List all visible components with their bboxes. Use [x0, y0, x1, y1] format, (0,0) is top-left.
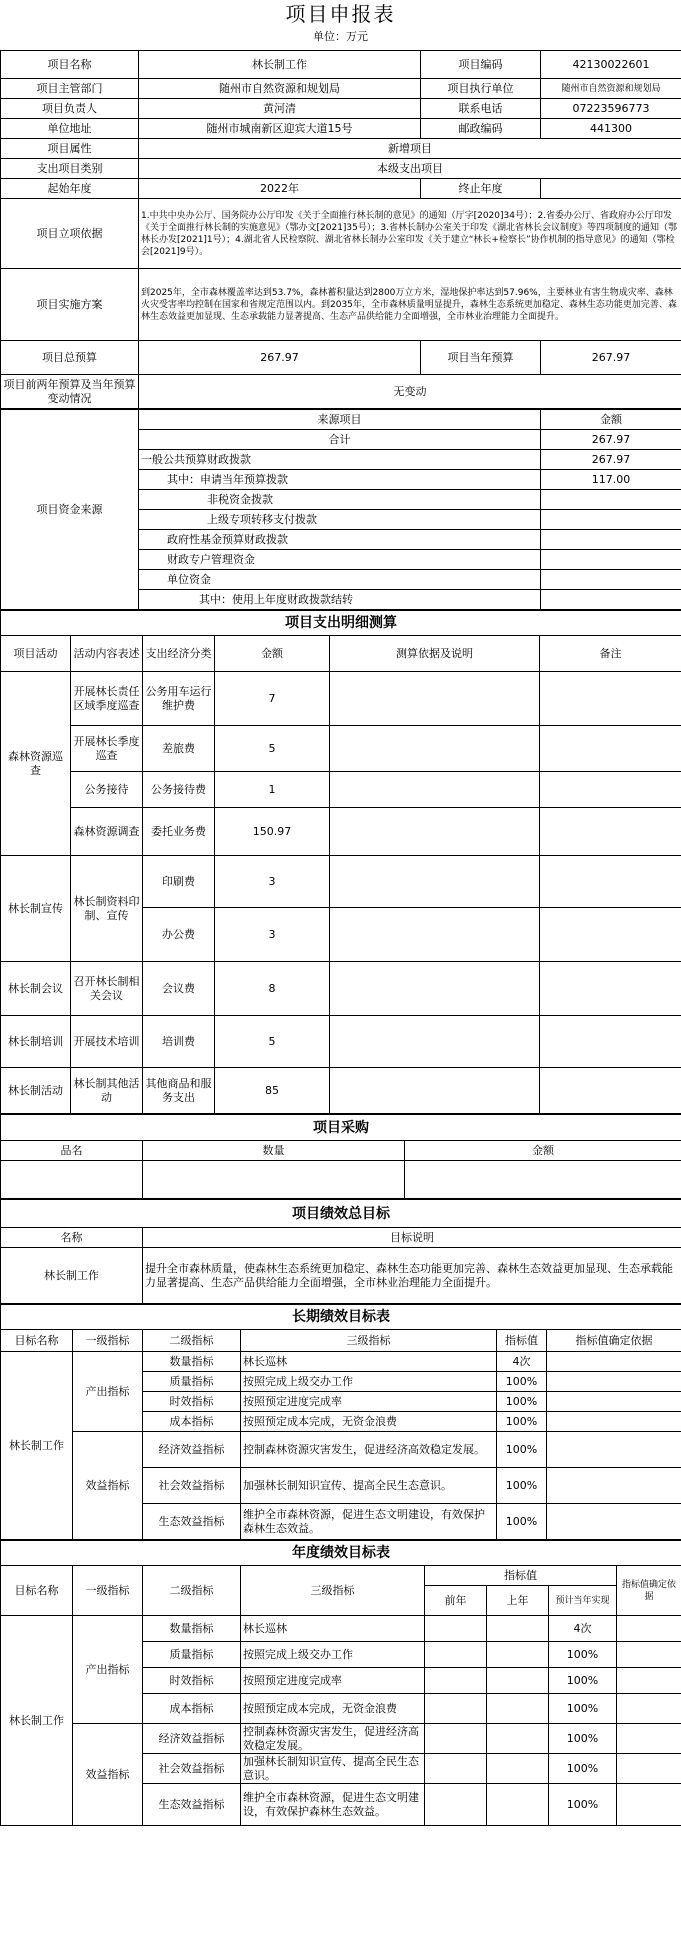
an-target: 林长制工作	[1, 1616, 73, 1826]
post-label: 邮政编码	[421, 119, 541, 139]
detail-title: 项目支出明细测算	[1, 611, 681, 636]
lt-header: 目标名称	[1, 1330, 73, 1352]
activity-cell: 林长制活动	[1, 1068, 71, 1114]
lt-level3: 加强林长制知识宣传、提高全民生态意识。	[241, 1468, 497, 1504]
an-level3: 林长巡林	[241, 1616, 425, 1642]
fund-row: 单位资金	[139, 570, 541, 590]
fund-source-table	[0, 409, 681, 610]
an-level2: 数量指标	[143, 1616, 241, 1642]
change-label: 项目前两年预算及当年预算变动情况	[1, 375, 139, 409]
lt-level3: 维护全市森林资源，促进生态文明建设，有效保护森林生态效益。	[241, 1504, 497, 1540]
exec-value: 随州市自然资源和规划局	[541, 79, 681, 99]
an-header: 一级指标	[73, 1566, 143, 1616]
amount-cell: 5	[215, 1016, 330, 1068]
an-level2: 生态效益指标	[143, 1784, 241, 1826]
an-level2: 时效指标	[143, 1668, 241, 1694]
category-cell: 其他商品和服务支出	[143, 1068, 215, 1114]
fund-amount	[541, 490, 681, 510]
content-cell: 公务接待	[71, 772, 143, 808]
category-cell: 差旅费	[143, 726, 215, 772]
leader-value: 黄河清	[139, 99, 421, 119]
category-cell: 公务接待费	[143, 772, 215, 808]
activity-cell: 林长制培训	[1, 1016, 71, 1068]
expense-detail-table	[0, 610, 681, 1114]
procure-header: 品名	[1, 1141, 143, 1161]
an-header: 目标名称	[1, 1566, 73, 1616]
lt-level3: 按照预定进度完成率	[241, 1392, 497, 1412]
change-value: 无变动	[139, 375, 681, 409]
an-value: 100%	[549, 1754, 617, 1784]
annual-goal-table	[0, 1540, 681, 1826]
fund-row: 其中：使用上年度财政拨款结转	[139, 590, 541, 610]
performance-goal-table	[0, 1199, 681, 1304]
an-level2: 质量指标	[143, 1642, 241, 1668]
lt-header: 指标值	[497, 1330, 547, 1352]
lt-level2: 质量指标	[143, 1372, 241, 1392]
attr-label: 项目属性	[1, 139, 139, 159]
start-value: 2022年	[139, 179, 421, 199]
detail-header: 项目活动	[1, 636, 71, 672]
amount-cell: 5	[215, 726, 330, 772]
an-level2: 经济效益指标	[143, 1724, 241, 1754]
lt-level3: 按照完成上级交办工作	[241, 1372, 497, 1392]
project-code: 42130022601	[541, 51, 681, 79]
post-value: 441300	[541, 119, 681, 139]
content-cell: 森林资源调查	[71, 808, 143, 856]
exec-label: 项目执行单位	[421, 79, 541, 99]
lt-level2: 生态效益指标	[143, 1504, 241, 1540]
perf-title: 项目绩效总目标	[1, 1200, 681, 1228]
content-cell: 召开林长制相关会议	[71, 962, 143, 1016]
an-value: 100%	[549, 1668, 617, 1694]
an-value: 100%	[549, 1724, 617, 1754]
activity-cell: 林长制会议	[1, 962, 71, 1016]
fund-row: 财政专户管理资金	[139, 550, 541, 570]
lt-value: 100%	[497, 1468, 547, 1504]
category-cell: 会议费	[143, 962, 215, 1016]
lt-header: 二级指标	[143, 1330, 241, 1352]
attr-value: 新增项目	[139, 139, 681, 159]
detail-header: 备注	[540, 636, 681, 672]
code-label: 项目编码	[421, 51, 541, 79]
perf-name: 林长制工作	[1, 1248, 143, 1304]
amount-cell: 8	[215, 962, 330, 1016]
category-cell: 印刷费	[143, 856, 215, 908]
an-value: 100%	[549, 1784, 617, 1826]
fund-head-amt: 金额	[541, 410, 681, 430]
total-label: 项目总预算	[1, 341, 139, 375]
lt-value: 100%	[497, 1412, 547, 1432]
fund-row: 政府性基金预算财政拨款	[139, 530, 541, 550]
an-level3: 按照完成上级交办工作	[241, 1642, 425, 1668]
lt-target: 林长制工作	[1, 1352, 73, 1540]
lt-header: 三级指标	[241, 1330, 497, 1352]
annual-title: 年度绩效目标表	[1, 1541, 681, 1566]
an-level2: 社会效益指标	[143, 1754, 241, 1784]
fund-label: 项目资金来源	[1, 410, 139, 610]
an-level1: 产出指标	[73, 1616, 143, 1724]
an-level3: 加强林长制知识宣传、提高全民生态意识。	[241, 1754, 425, 1784]
lt-level1: 效益指标	[73, 1432, 143, 1540]
an-level3: 维护全市森林资源，促进生态文明建设，有效保护森林生态效益。	[241, 1784, 425, 1826]
content-cell: 林长制其他活动	[71, 1068, 143, 1114]
fund-amount: 267.97	[541, 450, 681, 470]
perf-header: 名称	[1, 1228, 143, 1248]
year-budget-label: 项目当年预算	[421, 341, 541, 375]
amount-cell: 85	[215, 1068, 330, 1114]
activity-cell: 森林资源巡查	[1, 672, 71, 856]
activity-cell: 林长制宣传	[1, 856, 71, 962]
fund-row: 合计	[139, 430, 541, 450]
amount-cell: 150.97	[215, 808, 330, 856]
procure-header: 数量	[143, 1141, 405, 1161]
total-value: 267.97	[139, 341, 421, 375]
an-header: 指标值	[425, 1566, 617, 1586]
detail-header: 支出经济分类	[143, 636, 215, 672]
end-value	[541, 179, 681, 199]
perf-header: 目标说明	[143, 1228, 681, 1248]
addr-label: 单位地址	[1, 119, 139, 139]
an-level3: 按照预定成本完成，无资金浪费	[241, 1694, 425, 1724]
start-label: 起始年度	[1, 179, 139, 199]
basis-text: 1.中共中央办公厅、国务院办公厅印发《关于全面推行林长制的意见》的通知（厅字[2020]34号）；2.省委办公厅、省政府办公厅印发《关于全面推行林长制的实施意见》（鄂办文[2021]35号）；3.省林长制办公室关于印发《湖北省林长会议制度》等四项制度的通知（鄂林长办发[2021]1号）；4.湖北省人民检察院、湖北省林长制办公室印发《关于建立“林长+检察长”协作机制的指导意见》的通知（鄂检会[2021]9号）。	[139, 199, 681, 269]
perf-desc: 提升全市森林质量，使森林生态系统更加稳定、森林生态功能更加完善、森林生态效益更加显现、生态承载能力显著提高、生态产品供给能力全面增强，全市林业治理能力全面提升。	[143, 1248, 681, 1304]
lt-level3: 按照预定成本完成，无资金浪费	[241, 1412, 497, 1432]
lt-header: 指标值确定依据	[547, 1330, 681, 1352]
long-term-goal-table	[0, 1304, 681, 1540]
lt-level3: 林长巡林	[241, 1352, 497, 1372]
type-label: 支出项目类别	[1, 159, 139, 179]
category-cell: 委托业务费	[143, 808, 215, 856]
end-label: 终止年度	[421, 179, 541, 199]
lt-level2: 社会效益指标	[143, 1468, 241, 1504]
an-subheader: 预计当年实现	[549, 1586, 617, 1616]
lt-value: 100%	[497, 1432, 547, 1468]
phone-value: 07223596773	[541, 99, 681, 119]
amount-cell: 3	[215, 856, 330, 908]
an-value: 4次	[549, 1616, 617, 1642]
content-cell: 林长制资料印制、宣传	[71, 856, 143, 962]
detail-header: 活动内容表述	[71, 636, 143, 672]
category-cell: 公务用车运行维护费	[143, 672, 215, 726]
lt-value: 4次	[497, 1352, 547, 1372]
fund-row: 其中：申请当年预算拨款	[139, 470, 541, 490]
lt-level2: 时效指标	[143, 1392, 241, 1412]
fund-amount: 117.00	[541, 470, 681, 490]
fund-amount	[541, 530, 681, 550]
phone-label: 联系电话	[421, 99, 541, 119]
an-value: 100%	[549, 1642, 617, 1668]
fund-amount: 267.97	[541, 430, 681, 450]
lt-value: 100%	[497, 1504, 547, 1540]
basis-label: 项目立项依据	[1, 199, 139, 269]
type-value: 本级支出项目	[139, 159, 681, 179]
fund-amount	[541, 570, 681, 590]
lt-level2: 数量指标	[143, 1352, 241, 1372]
name-label: 项目名称	[1, 51, 139, 79]
content-cell: 开展林长责任区域季度巡查	[71, 672, 143, 726]
dept-label: 项目主管部门	[1, 79, 139, 99]
fund-amount	[541, 590, 681, 610]
unit-label: 单位：万元	[313, 30, 368, 43]
category-cell: 办公费	[143, 908, 215, 962]
fund-row: 上级专项转移支付拨款	[139, 510, 541, 530]
long-term-title: 长期绩效目标表	[1, 1305, 681, 1330]
an-subheader: 前年	[425, 1586, 487, 1616]
an-subheader: 上年	[487, 1586, 549, 1616]
project-name: 林长制工作	[139, 51, 421, 79]
an-header: 三级指标	[241, 1566, 425, 1616]
amount-cell: 3	[215, 908, 330, 962]
an-level1: 效益指标	[73, 1724, 143, 1826]
an-level2: 成本指标	[143, 1694, 241, 1724]
content-cell: 开展林长季度巡查	[71, 726, 143, 772]
category-cell: 培训费	[143, 1016, 215, 1068]
lt-level1: 产出指标	[73, 1352, 143, 1432]
plan-text: 到2025年，全市森林覆盖率达到53.7%，森林蓄积量达到2800万立方米，湿地保护率达到57.96%，主要林业有害生物成灾率、森林火灾受害率均控制在国家和省规定范围以内。到2035年，全市森林质量明显提升，森林生态系统更加稳定、森林生态功能更加完善、森林生态效益更加显现、生态承载能力显著提高、生态产品供给能力全面增强，全市林业治理能力全面提升。	[139, 269, 681, 341]
an-value: 100%	[549, 1694, 617, 1724]
amount-cell: 7	[215, 672, 330, 726]
fund-amount	[541, 550, 681, 570]
lt-level3: 控制森林资源灾害发生，促进经济高效稳定发展。	[241, 1432, 497, 1468]
procure-header: 金额	[405, 1141, 681, 1161]
lt-level2: 经济效益指标	[143, 1432, 241, 1468]
fund-amount	[541, 510, 681, 530]
dept-value: 随州市自然资源和规划局	[139, 79, 421, 99]
procurement-table	[0, 1114, 681, 1199]
fund-head-src: 来源项目	[139, 410, 541, 430]
lt-header: 一级指标	[73, 1330, 143, 1352]
an-level3: 控制森林资源灾害发生，促进经济高效稳定发展。	[241, 1724, 425, 1754]
fund-row: 一般公共预算财政拨款	[139, 450, 541, 470]
an-header: 二级指标	[143, 1566, 241, 1616]
leader-label: 项目负责人	[1, 99, 139, 119]
an-header: 指标值确定依据	[617, 1566, 681, 1616]
lt-value: 100%	[497, 1392, 547, 1412]
lt-level2: 成本指标	[143, 1412, 241, 1432]
fund-row: 非税资金拨款	[139, 490, 541, 510]
plan-label: 项目实施方案	[1, 269, 139, 341]
an-level3: 按照预定进度完成率	[241, 1668, 425, 1694]
amount-cell: 1	[215, 772, 330, 808]
content-cell: 开展技术培训	[71, 1016, 143, 1068]
addr-value: 随州市城南新区迎宾大道15号	[139, 119, 421, 139]
detail-header: 测算依据及说明	[330, 636, 540, 672]
year-budget-value: 267.97	[541, 341, 681, 375]
form-title: 项目申报表	[285, 2, 396, 26]
detail-header: 金额	[215, 636, 330, 672]
basic-info-table	[0, 50, 681, 409]
lt-value: 100%	[497, 1372, 547, 1392]
procure-title: 项目采购	[1, 1115, 681, 1141]
